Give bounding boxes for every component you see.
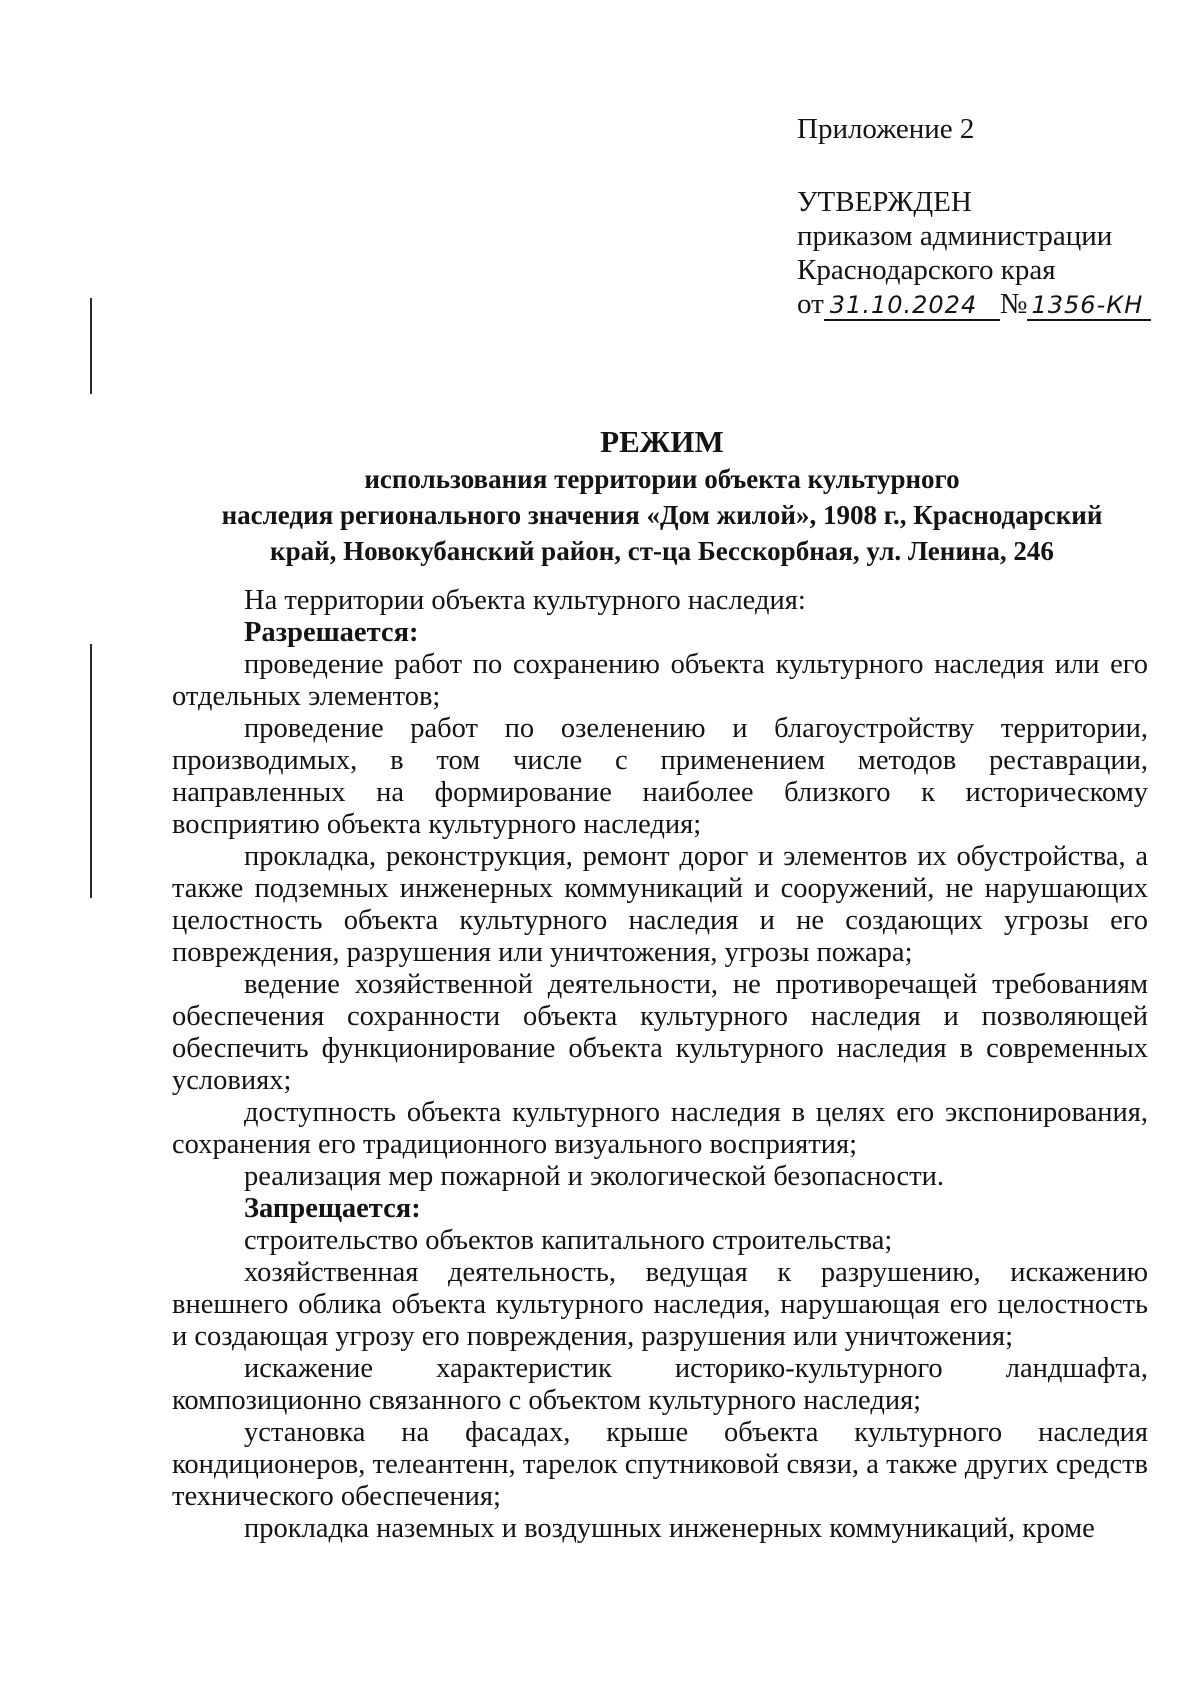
appendix-label: Приложение 2 (797, 113, 975, 145)
margin-mark (90, 298, 92, 394)
forbidden-item: хозяйственная деятельность, ведущая к разрушению, искажению внешнего облика объекта культурного наследия, нарушающая его целостность и создающая угрозу его повреждения, разрушения или уничтожения; (172, 1257, 1148, 1352)
allowed-item: доступность объекта культурного наследия в целях его экспонирования, сохранения его традиционного визуального восприятия; (172, 1097, 1148, 1160)
forbidden-item: искажение характеристик историко-культурного ландшафта, композиционно связанного с объектом культурного наследия; (172, 1353, 1148, 1416)
document-body (172, 585, 1148, 1545)
margin-mark (90, 644, 92, 898)
handwritten-number: 1356-КН (1027, 291, 1151, 321)
approved-label: УТВЕРЖДЕН (797, 186, 972, 218)
allowed-item: прокладка, реконструкция, ремонт дорог и элементов их обустройства, а также подземных инженерных коммуникаций и сооружений, не нарушающих целостность объекта культурного наследия и не создающих угрозы его повреждения, разрушения или уничтожения, угрозы пожара; (172, 841, 1148, 968)
forbidden-item: прокладка наземных и воздушных инженерных коммуникаций, кроме (244, 1513, 1095, 1544)
from-label: от (797, 288, 824, 320)
title-line: использования территории объекта культурного (364, 464, 960, 494)
document-title (172, 424, 1152, 568)
title-line: край, Новокубанский район, ст-ца Бесскорбная, ул. Ленина, 246 (270, 536, 1054, 566)
region-label: Краснодарского края (797, 254, 1056, 286)
forbidden-item: строительство объектов капитального строительства; (244, 1225, 893, 1256)
approval-stamp-block (797, 112, 1177, 321)
date-number-line (797, 287, 1177, 321)
intro-paragraph: На территории объекта культурного наследия: (244, 585, 806, 616)
title-main: РЕЖИМ (600, 424, 724, 459)
forbidden-item: установка на фасадах, крыше объекта культурного наследия кондиционеров, телеантенн, тарелок спутниковой связи, а также других средств технического обеспечения; (172, 1417, 1148, 1512)
allowed-item: ведение хозяйственной деятельности, не противоречащей требованиям обеспечения сохранности объекта культурного наследия и позволяющей обеспечить функционирование объекта культурного наследия в современных условиях; (172, 969, 1148, 1096)
title-line: наследия регионального значения «Дом жилой», 1908 г., Краснодарский (221, 500, 1103, 530)
number-label: № (999, 288, 1028, 320)
handwritten-date: 31.10.2024 (824, 291, 1000, 321)
allowed-item: реализация мер пожарной и экологической безопасности. (244, 1161, 944, 1192)
forbidden-heading: Запрещается: (244, 1193, 421, 1224)
order-label: приказом администрации (797, 220, 1113, 252)
allowed-heading: Разрешается: (244, 617, 419, 648)
allowed-item: проведение работ по сохранению объекта культурного наследия или его отдельных элементов; (172, 649, 1148, 712)
allowed-item: проведение работ по озеленению и благоустройству территории, производимых, в том числе с применением методов реставрации, направленных на формирование наиболее близкого к историческому восприятию объекта культурного наследия; (172, 713, 1148, 840)
